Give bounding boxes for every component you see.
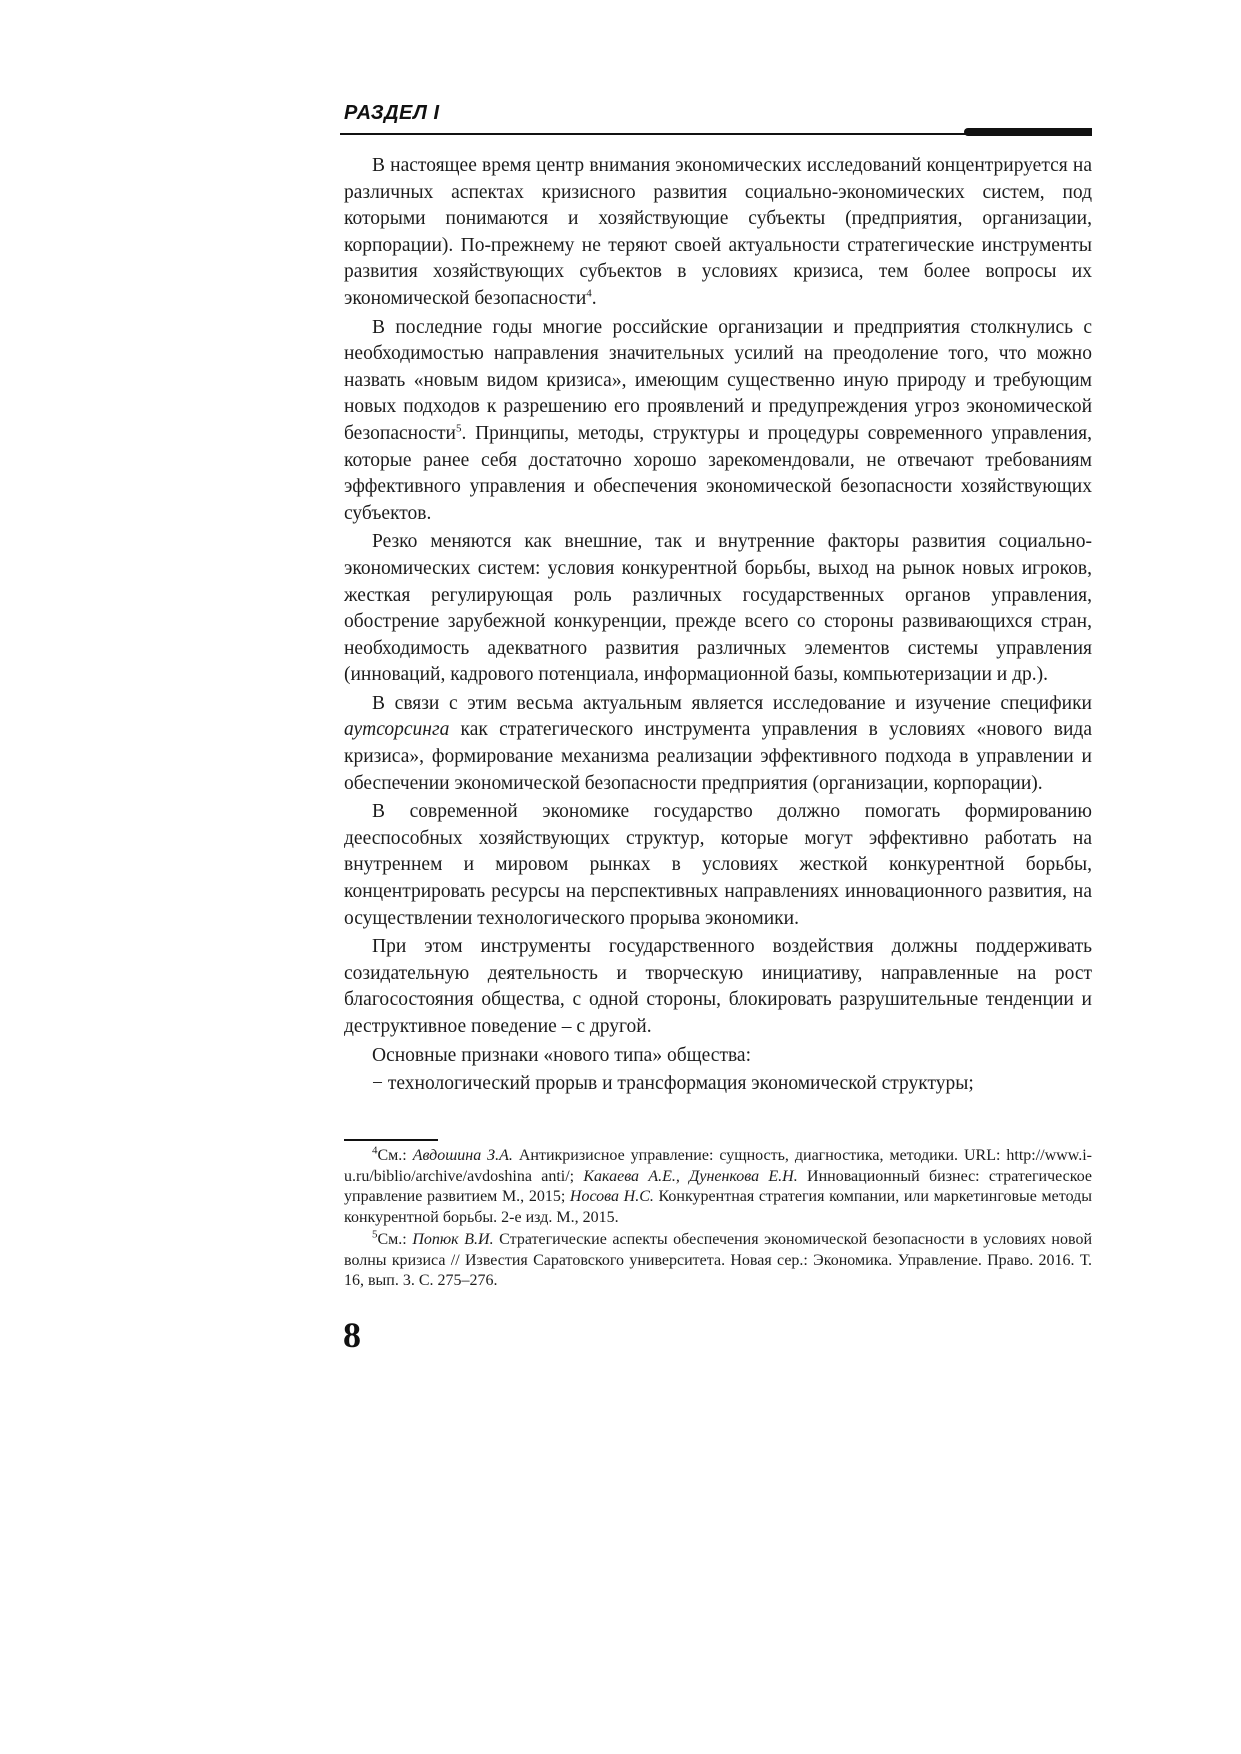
paragraph-3: Резко меняются как внешние, так и внутренние факторы развития социально-экономических систем: условия конкурентной борьбы, выход на рынок новых игроков, жесткая регулирующая роль различных государственных органов управления, обострение зарубежной конкуренции, прежде всего со стороны развивающихся стран, необходимость адекватного развития различных элементов системы управления (инноваций, кадрового потенциала, информационной базы, компьютеризации и др.).: [344, 531, 1092, 686]
paragraph-2: В последние годы многие российские организации и предприятия столкнулись с необходимостью направления значительных усилий на преодоление того, что можно назвать «новым видом кризиса», имеющим существенно иную природу и требующим новых подходов к разрешению его проявлений и предупреждения угроз экономической безопасности$^5$. Принципы, методы, структуры и процедуры современного управления, которые ранее себя достаточно хорошо зарекомендовали, не отвечают требованиям эффективного управления и обеспечения экономической безопасности хозяйствующих субъектов.: [344, 316, 1092, 524]
paragraph-6: При этом инструменты государственного воздействия должны поддерживать созидательную деятельность и творческую инициативу, направленные на рост благосостояния общества, с одной стороны, блокировать разрушительные тенденции и деструктивное поведение – с другой.: [344, 936, 1092, 1037]
header-rule-bar: [964, 128, 1092, 136]
body-text: [344, 153, 1092, 1100]
footnote-separator: [344, 1139, 438, 1141]
page-number: 8: [343, 1315, 361, 1355]
footnote-5: $^5$См.: Попюк В.И. Стратегические аспекты обеспечения экономической безопасности в условиях новой волны кризиса // Известия Саратовского университета. Новая сер.: Экономика. Управление. Право. 2016. Т. 16, вып. 3. С. 275–276.: [344, 1228, 1093, 1289]
list-item: − технологический прорыв и трансформация экономической структуры;: [372, 1073, 974, 1095]
footnotes: [344, 1146, 1092, 1294]
footnote-ref-4: 4: [586, 287, 592, 300]
section-title: РАЗДЕЛ I: [344, 102, 440, 124]
paragraph-1: В настоящее время центр внимания экономических исследований концентрируется на различных аспектах кризисного развития социально-экономических систем, под которыми понимаются и хозяйствующие субъекты (предприятия, организации, корпорации). По-прежнему не теряют своей актуальности стратегические инструменты развития хозяйствующих субъектов в условиях кризиса, тем более вопросы их экономической безопасности$^4$.: [344, 155, 1092, 309]
paragraph-4: В связи с этим весьма актуальным является исследование и изучение специфики аутсорсинга как стратегического инструмента управления в условиях «нового вида кризиса», формирование механизма реализации эффективного подхода в управлении и обеспечении экономической безопасности предприятия (организации, корпорации).: [344, 692, 1092, 794]
footnote-4: $^4$См.: Авдошина З.А. Антикризисное управление: сущность, диагностика, методики. URL: http://www.i-u.ru/biblio/archive/avdoshina anti/; Какаева А.Е., Дуненкова Е.Н. Инновационный бизнес: стратегическое управление развитием М., 2015; Носова Н.С. Конкурентная стратегия компании, или маркетинговые методы конкурентной борьбы. 2-е изд. М., 2015.: [344, 1144, 1093, 1226]
italic-term: аутсорсинга: [344, 719, 450, 741]
paragraph-7: Основные признаки «нового типа» общества:: [372, 1044, 751, 1066]
header-rule: [340, 133, 968, 135]
paragraph-5: В современной экономике государство должно помогать формированию дееспособных хозяйствующих структур, которые могут эффективно работать на внутреннем и мировом рынках в условиях жесткой конкурентной борьбы, концентрировать ресурсы на перспективных направлениях инновационного развития, на осуществлении технологического прорыва экономики.: [344, 801, 1092, 929]
running-header: [340, 100, 1092, 136]
footnote-ref-5: 5: [455, 422, 462, 435]
